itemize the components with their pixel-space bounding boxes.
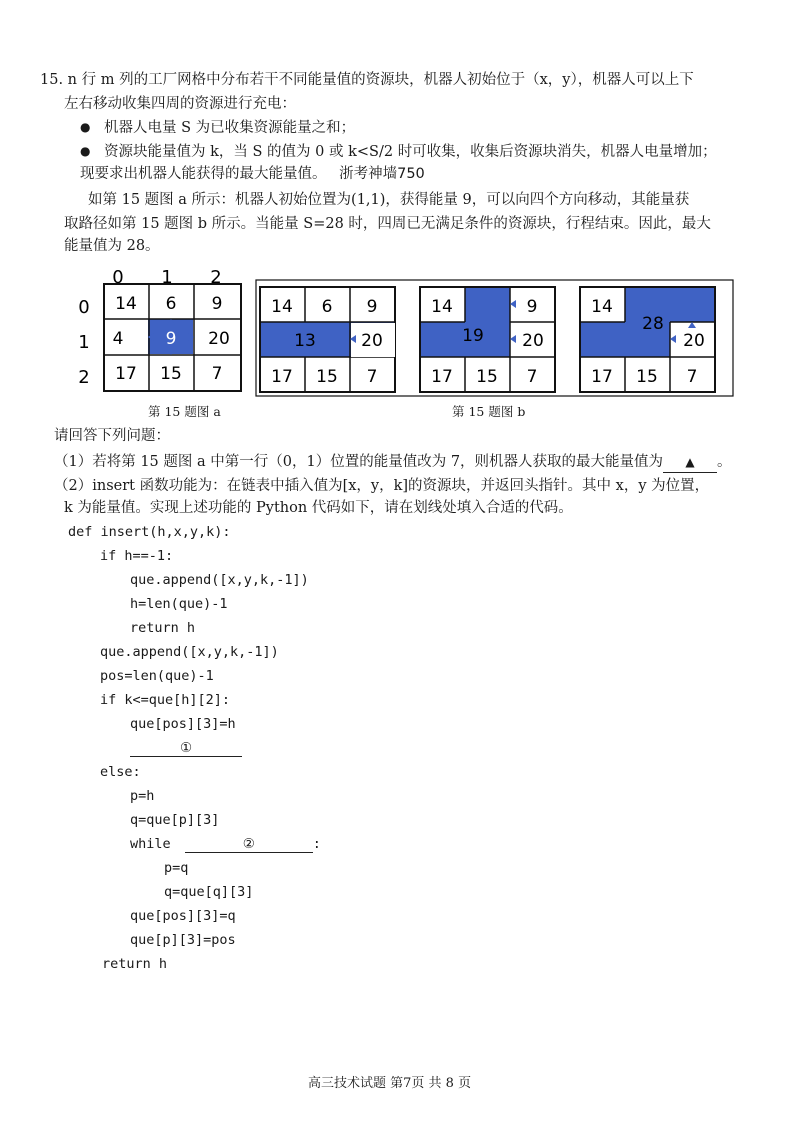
caption-a: 第 15 题图 a (148, 404, 221, 419)
cell: 6 (165, 294, 177, 314)
code-line: h=len(que)-1 (130, 596, 228, 612)
code-line: que[pos][3]=q (130, 908, 236, 924)
cell: 14 (431, 297, 453, 317)
question-1-end: 。 (717, 454, 732, 470)
path-grid-2 (420, 287, 555, 392)
bullet-dot: ● (80, 120, 91, 134)
code-line: p=h (130, 788, 155, 804)
bullet-2: 资源块能量值为 k，当 S 的值为 0 或 k<S/2 时可收集，收集后资源块消失，机器人电量增加； (104, 144, 717, 160)
cell: 17 (431, 367, 453, 387)
col-header: 1 (161, 267, 173, 288)
code-line: pos=len(que)-1 (100, 668, 214, 684)
cell: 20 (522, 331, 544, 351)
question-2-line-2: k 为能量值。实现上述功能的 Python 代码如下，请在划线处填入合适的代码。 (64, 500, 573, 516)
cell: 6 (321, 297, 333, 317)
cell: 20 (361, 331, 383, 351)
questions-intro: 请回答下列问题： (54, 428, 170, 444)
cell: 20 (683, 331, 705, 351)
code-blank-line-2 (130, 836, 321, 853)
arrow-right-icon (510, 335, 516, 343)
code-line: que.append([x,y,k,-1]) (130, 572, 309, 588)
cell: 9 (526, 297, 538, 317)
answer-blank-1[interactable]: ① (130, 740, 242, 757)
code-line: def insert(h,x,y,k): (68, 524, 231, 540)
code-line: p=q (164, 860, 189, 876)
cell: 15 (636, 367, 658, 387)
arrow-down-icon (688, 322, 696, 328)
answer-blank-q1[interactable]: ▲ (663, 452, 717, 473)
cell-start: 9 (165, 329, 177, 349)
row-header: 0 (78, 297, 90, 318)
problem-line-2: 左右移动收集四周的资源进行充电： (64, 96, 296, 112)
watermark: 浙考神墙750 (339, 166, 425, 182)
code-line: return h (130, 620, 196, 636)
while-keyword: while (130, 836, 171, 852)
col-header: 0 (112, 267, 124, 288)
row-header: 1 (78, 332, 90, 353)
problem-line-3 (80, 164, 425, 184)
problem-line-3-text: 现要求出机器人能获得的最大能量值。 (80, 166, 327, 182)
question-1 (54, 452, 732, 473)
cell: 4 (112, 329, 124, 349)
cell: 9 (366, 297, 378, 317)
cell: 7 (366, 367, 378, 387)
merged-value: 19 (462, 326, 484, 346)
row-header: 2 (78, 367, 90, 388)
para-3: 能量值为 28。 (64, 238, 160, 254)
cell: 15 (476, 367, 498, 387)
para-2: 取路径如第 15 题图 b 所示。当能量 S=28 时，四周已无满足条件的资源块，行程结束。因此，最大 (64, 216, 711, 232)
cell: 9 (211, 294, 223, 314)
code-line: q=que[q][3] (164, 884, 254, 900)
cell: 15 (160, 364, 182, 384)
bullet-dot: ● (80, 144, 91, 158)
code-line: q=que[p][3] (130, 812, 220, 828)
question-1-text: （1）若将第 15 题图 a 中第一行（0，1）位置的能量值改为 7，则机器人获取的最大能量值为 (54, 454, 664, 470)
cell: 7 (211, 364, 223, 384)
cell: 7 (686, 367, 698, 387)
para-1: 如第 15 题图 a 所示：机器人初始位置为(1,1)，获得能量 9，可以向四个方向移动，其能量获 (88, 192, 690, 208)
question-2-line-1: （2）insert 函数功能为：在链表中插入值为[x，y，k]的资源块，并返回头指针。其中 x，y 为位置， (54, 478, 710, 494)
cell: 15 (316, 367, 338, 387)
merged-value: 13 (294, 331, 316, 351)
cell: 17 (271, 367, 293, 387)
cell: 14 (271, 297, 293, 317)
path-grid-1 (260, 287, 395, 392)
code-line: que.append([x,y,k,-1]) (100, 644, 279, 660)
cell: 17 (591, 367, 613, 387)
answer-blank-2[interactable]: ② (185, 836, 313, 853)
problem-line-1: 15. n 行 m 列的工厂网格中分布若干不同能量值的资源块，机器人初始位于（x，y），机器人可以上下 (40, 72, 694, 88)
path-grid-3 (580, 287, 715, 392)
merged-value: 28 (642, 314, 664, 334)
col-header: 2 (210, 267, 222, 288)
cell: 14 (115, 294, 137, 314)
figure-b (255, 279, 735, 399)
code-line: que[p][3]=pos (130, 932, 236, 948)
figure-a (70, 262, 250, 397)
caption-b: 第 15 题图 b (452, 404, 526, 419)
while-colon: : (312, 836, 321, 852)
code-blank-line-1 (130, 740, 242, 757)
code-line: return h (102, 956, 168, 972)
cell: 7 (526, 367, 538, 387)
page-footer: 高三技术试题 第7页 共 8 页 (308, 1076, 472, 1091)
code-line: que[pos][3]=h (130, 716, 236, 732)
arrow-right-icon (670, 335, 676, 343)
bullet-1: 机器人电量 S 为已收集资源能量之和； (104, 120, 356, 136)
cell: 17 (115, 364, 137, 384)
code-line: else: (100, 764, 141, 780)
cell: 20 (208, 329, 230, 349)
cell: 14 (591, 297, 613, 317)
code-line: if h==-1: (100, 548, 174, 564)
code-line: if k<=que[h][2]: (100, 692, 231, 708)
arrow-right-icon (510, 300, 516, 308)
